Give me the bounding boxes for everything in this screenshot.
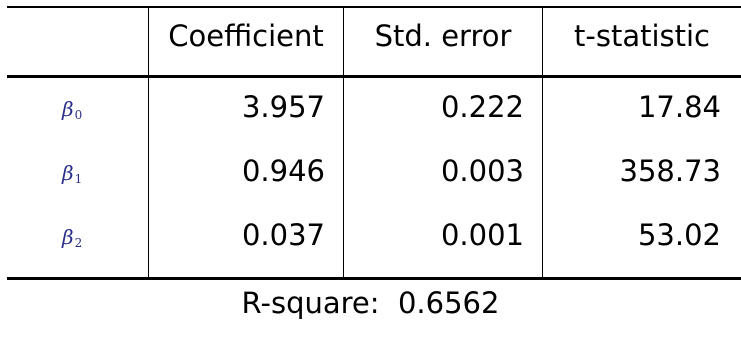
header-std-error: Std. error <box>374 19 512 53</box>
beta-symbol: β <box>62 161 74 185</box>
cell-std-error: 0.003 <box>440 154 524 188</box>
bottom-rule <box>7 277 741 280</box>
row-label-beta2 <box>62 225 102 255</box>
r-square-note: R-square: 0.6562 <box>241 286 500 320</box>
cell-std-error: 0.222 <box>440 90 524 124</box>
cell-coefficient: 3.957 <box>241 90 325 124</box>
subscript: 0 <box>74 108 83 122</box>
cell-t-statistic: 53.02 <box>637 218 721 252</box>
subscript: 2 <box>74 236 83 250</box>
header-rule <box>7 75 741 78</box>
top-rule <box>7 6 741 8</box>
header-coefficient: Coefficient <box>168 19 324 53</box>
subscript: 1 <box>74 172 83 186</box>
cell-t-statistic: 17.84 <box>637 90 721 124</box>
cell-coefficient: 0.037 <box>241 218 325 252</box>
row-label-beta0 <box>62 97 102 127</box>
cell-t-statistic: 358.73 <box>619 154 721 188</box>
header-t-statistic: t-statistic <box>574 19 710 53</box>
beta-symbol: β <box>62 225 74 249</box>
cell-std-error: 0.001 <box>440 218 524 252</box>
row-label-beta1 <box>62 161 102 191</box>
cell-coefficient: 0.946 <box>241 154 325 188</box>
beta-symbol: β <box>62 97 74 121</box>
